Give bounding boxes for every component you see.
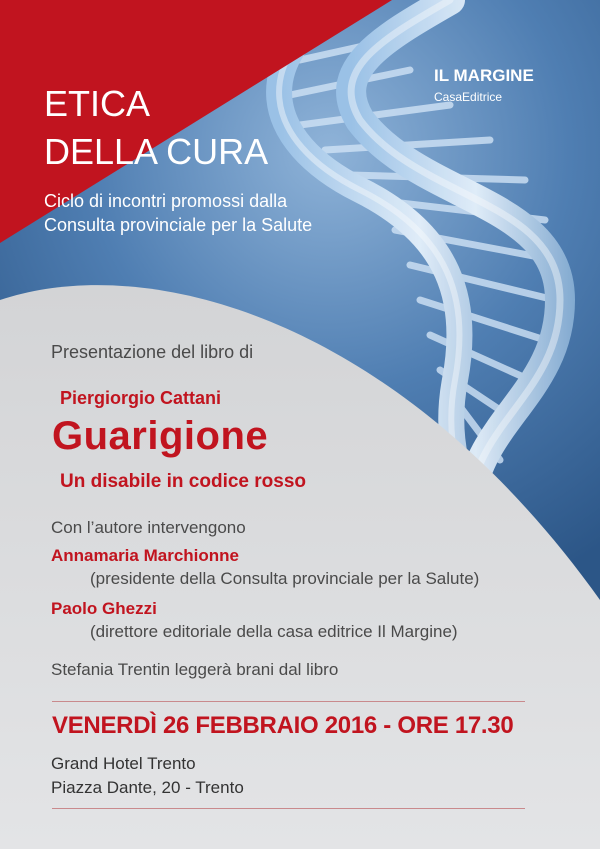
event-address: Piazza Dante, 20 - Trento (51, 778, 244, 797)
speaker-role: (presidente della Consulta provinciale per la Salute) (90, 569, 480, 588)
title-line-2: DELLA CURA (44, 131, 269, 172)
divider-top (52, 701, 525, 702)
title-line-1: ETICA (44, 83, 151, 124)
book-intro: Presentazione del libro di (51, 342, 254, 362)
book-title: Guarigione (52, 414, 269, 458)
event-datetime: VENERDÌ 26 FEBBRAIO 2016 - ORE 17.30 (52, 712, 514, 739)
speakers-intro: Con l’autore intervengono (51, 518, 246, 537)
book-subtitle: Un disabile in codice rosso (60, 471, 307, 492)
publisher-name: IL MARGINE (434, 66, 534, 85)
speaker-name: Paolo Ghezzi (51, 599, 157, 618)
speaker-role: (direttore editoriale della casa editrice Il Margine) (90, 622, 458, 641)
subtitle-line-2: Consulta provinciale per la Salute (44, 215, 313, 235)
speaker-name: Annamaria Marchionne (51, 546, 239, 565)
event-venue: Grand Hotel Trento (51, 754, 196, 773)
subtitle-line-1: Ciclo di incontri promossi dalla (44, 191, 288, 211)
divider-bottom (52, 808, 525, 809)
book-author: Piergiorgio Cattani (60, 388, 222, 408)
reader-note: Stefania Trentin leggerà brani dal libro (51, 660, 339, 679)
publisher-subtitle: CasaEditrice (434, 90, 503, 104)
